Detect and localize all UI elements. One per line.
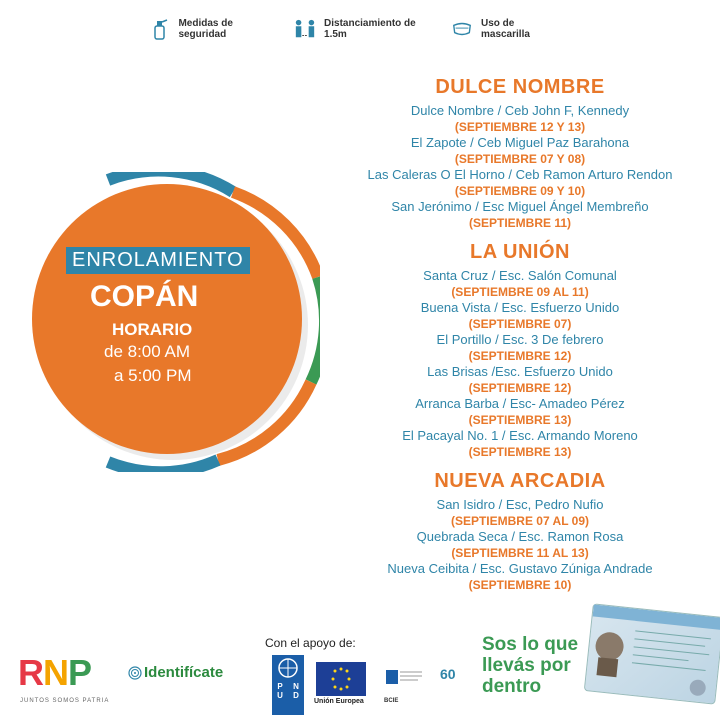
- section-title: LA UNIÓN: [470, 241, 570, 263]
- location: Dulce Nombre / Ceb John F, Kennedy: [410, 103, 630, 118]
- location: Las Brisas /Esc. Esfuerzo Unido: [427, 364, 613, 379]
- horario-from: de 8:00 AM: [104, 342, 191, 361]
- location: Quebrada Seca / Esc. Ramon Rosa: [416, 529, 624, 544]
- safety-label-2: Distanciamiento de 1.5m: [324, 18, 416, 40]
- location: El Zapote / Ceb Miguel Paz Barahona: [410, 135, 630, 150]
- bcie-label: BCIE: [384, 698, 399, 704]
- date: (SEPTIEMBRE 11 AL 13): [451, 546, 589, 560]
- section-nueva-arcadia: [330, 470, 710, 593]
- id-card-image: [584, 603, 720, 704]
- horario-to: a 5:00 PM: [114, 366, 192, 385]
- section-dulce-nombre: [330, 76, 710, 231]
- date: (SEPTIEMBRE 12): [468, 381, 572, 395]
- undp-letter: D: [293, 691, 299, 700]
- location: Buena Vista / Esc. Esfuerzo Unido: [420, 300, 620, 315]
- un-emblem-icon: [272, 655, 304, 681]
- date: (SEPTIEMBRE 11): [468, 216, 572, 230]
- mask-icon: [451, 18, 473, 40]
- date: (SEPTIEMBRE 10): [468, 578, 572, 592]
- eu-flag-icon: [316, 662, 366, 696]
- undp-letter: U: [277, 691, 283, 700]
- location: Las Caleras O El Horno / Ceb Ramon Arturo Rendon: [367, 167, 673, 182]
- location: Santa Cruz / Esc. Salón Comunal: [423, 268, 617, 283]
- section-title: NUEVA ARCADIA: [434, 470, 606, 492]
- eu-label: Unión Europea: [314, 698, 364, 705]
- fingerprint-icon: [128, 666, 142, 685]
- rnp-logo: RNP: [18, 652, 92, 693]
- horario-label: HORARIO: [112, 320, 193, 339]
- undp-letter: P: [277, 682, 283, 691]
- safety-label-1: Medidas de seguridad: [178, 18, 233, 40]
- location: San Isidro / Esc, Pedro Nufio: [436, 497, 604, 512]
- location: El Pacayal No. 1 / Esc. Armando Moreno: [402, 428, 638, 443]
- schedule-list: [330, 76, 710, 603]
- date: (SEPTIEMBRE 07 AL 09): [450, 514, 590, 528]
- undp-letter: N: [293, 682, 299, 691]
- spray-bottle-icon: [150, 18, 170, 40]
- identificate-logo: Identifícate: [144, 664, 224, 681]
- slogan: Sos lo que llevás por dentro: [482, 634, 579, 697]
- safety-bar: [150, 14, 570, 44]
- date: (SEPTIEMBRE 13): [468, 445, 572, 459]
- section-title: DULCE NOMBRE: [435, 76, 605, 98]
- enrolamiento-badge: [28, 172, 320, 472]
- sixty-anniversary-logo: 60: [440, 666, 456, 682]
- enrolamiento-label: ENROLAMIENTO: [66, 247, 250, 274]
- date: (SEPTIEMBRE 07): [468, 317, 572, 331]
- rnp-tagline: JUNTOS SOMOS PATRIA: [20, 698, 110, 704]
- safety-label-3: Uso de mascarilla: [480, 18, 530, 40]
- date: (SEPTIEMBRE 12): [468, 349, 572, 363]
- location: San Jerónimo / Esc Miguel Ángel Membreño: [391, 199, 649, 214]
- location: Arranca Barba / Esc- Amadeo Pérez: [415, 396, 625, 411]
- date: (SEPTIEMBRE 09 AL 11): [451, 285, 589, 299]
- apoyo-label: Con el apoyo de:: [265, 636, 356, 650]
- date: (SEPTIEMBRE 07 Y 08): [454, 152, 586, 166]
- footer: [0, 630, 720, 720]
- date: (SEPTIEMBRE 12 Y 13): [454, 120, 586, 134]
- date: (SEPTIEMBRE 13): [468, 413, 572, 427]
- location: El Portillo / Esc. 3 De febrero: [436, 332, 604, 347]
- section-la-union: [330, 241, 710, 460]
- location: Nueva Ceibita / Esc. Gustavo Zúniga Andrade: [387, 561, 653, 576]
- orange-disc: [32, 184, 302, 454]
- date: (SEPTIEMBRE 09 Y 10): [454, 184, 586, 198]
- people-distance-icon: [294, 18, 316, 40]
- department-name: COPÁN: [90, 280, 199, 313]
- undp-letters: [272, 682, 304, 700]
